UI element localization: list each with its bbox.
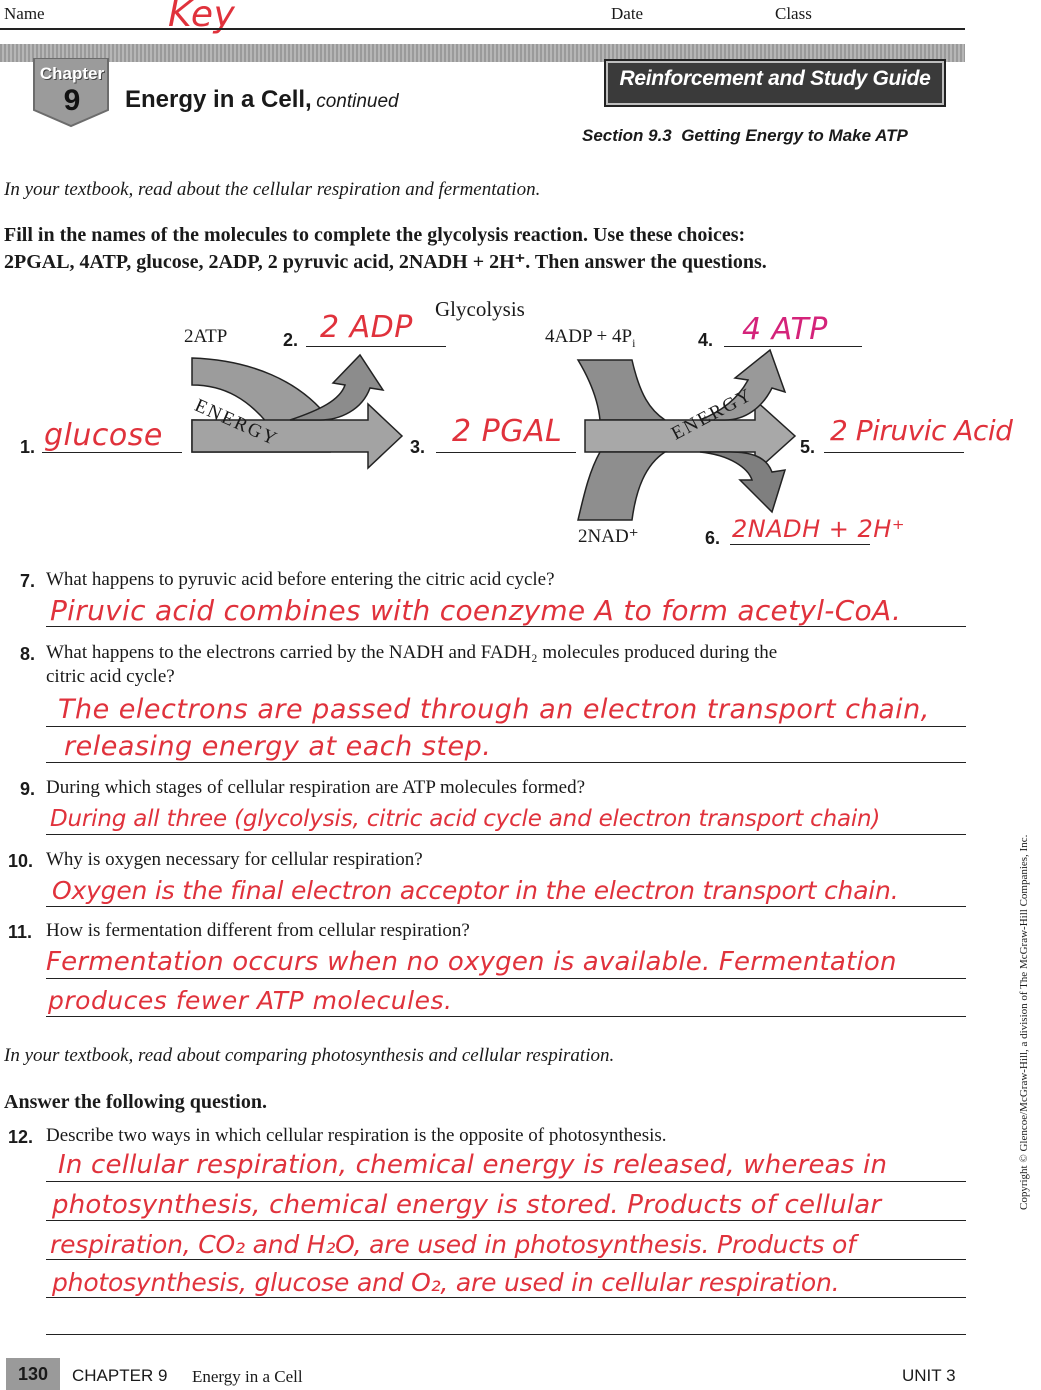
question-8-line-1 xyxy=(46,726,966,727)
question-9-line xyxy=(46,834,966,835)
question-9-answer[interactable]: During all three (glycolysis, citric acid cycle and electron transport chain) xyxy=(50,806,881,832)
question-12-line-5 xyxy=(46,1334,966,1335)
class-label: Class xyxy=(775,4,812,23)
blank-2-answer[interactable]: 2 ADP xyxy=(320,310,413,345)
blank-6-answer[interactable]: 2NADH + 2H⁺ xyxy=(732,515,906,543)
question-9-num: 9. xyxy=(20,779,36,799)
page-title-continued: continued xyxy=(316,91,399,112)
footer-chapter-title: Energy in a Cell xyxy=(192,1367,303,1386)
name-label: Name xyxy=(4,4,45,23)
question-10-answer[interactable]: Oxygen is the final electron acceptor in the electron transport chain. xyxy=(52,876,899,905)
blank-5-answer[interactable]: 2 Piruvic Acid xyxy=(830,414,1013,447)
question-7-answer[interactable]: Piruvic acid combines with coenzyme A to form acetyl-CoA. xyxy=(50,594,902,627)
question-12-line-4 xyxy=(46,1297,966,1298)
question-11-text: How is fermentation different from cellular respiration? xyxy=(46,920,470,941)
blank-3-line xyxy=(436,452,576,453)
answer-heading: Answer the following question. xyxy=(4,1091,267,1113)
page-title-main: Energy in a Cell, xyxy=(125,86,312,113)
question-7-num: 7. xyxy=(20,571,36,591)
instructions-line2: 2PGAL, 4ATP, glucose, 2ADP, 2 pyruvic acid, 2NADH + 2H⁺. Then answer the questions. xyxy=(4,251,767,273)
blank-5-num: 5. xyxy=(800,437,816,457)
blank-6-line xyxy=(730,544,870,545)
question-11-line-1 xyxy=(46,978,966,979)
question-12-answer-1[interactable]: In cellular respiration, chemical energy is released, whereas in xyxy=(58,1150,888,1180)
label-4adp-sub: i xyxy=(632,335,636,350)
chapter-word: Chapter xyxy=(39,64,105,83)
question-8-answer-2[interactable]: releasing energy at each step. xyxy=(64,731,492,762)
question-8-answer-1[interactable]: The electrons are passed through an electron transport chain, xyxy=(58,694,930,725)
blank-2-num: 2. xyxy=(283,330,299,350)
blank-1-answer[interactable]: glucose xyxy=(44,418,163,453)
question-7-text: What happens to pyruvic acid before entering the citric acid cycle? xyxy=(46,569,555,590)
blank-4-answer[interactable]: 4 ATP xyxy=(742,312,828,347)
question-12-answer-4[interactable]: photosynthesis, glucose and O₂, are used in cellular respiration. xyxy=(52,1268,840,1297)
question-10-num: 10. xyxy=(8,851,34,871)
question-11-num: 11. xyxy=(8,922,33,942)
blank-2-line xyxy=(306,346,446,347)
question-11-answer-2[interactable]: produces fewer ATP molecules. xyxy=(48,986,453,1015)
question-8-line-2 xyxy=(46,762,966,763)
question-12-line-3 xyxy=(46,1259,966,1260)
question-11-answer-1[interactable]: Fermentation occurs when no oxygen is available. Fermentation xyxy=(46,947,897,977)
blank-3-num: 3. xyxy=(410,437,426,457)
question-12-num: 12. xyxy=(8,1127,34,1147)
question-11-line-2 xyxy=(46,1016,966,1017)
blank-1-line xyxy=(42,452,182,453)
chapter-number: 9 xyxy=(63,84,81,117)
blank-6-num: 6. xyxy=(705,528,721,548)
instructions-line1: Fill in the names of the molecules to complete the glycolysis reaction. Use these choices: xyxy=(4,224,746,246)
date-label: Date xyxy=(611,4,644,23)
footer-unit: UNIT 3 xyxy=(902,1366,956,1385)
glycolysis-arrows xyxy=(0,0,1041,600)
question-7-line xyxy=(46,626,966,627)
energy-label-right: ENERGY xyxy=(668,384,757,445)
question-10-text: Why is oxygen necessary for cellular respiration? xyxy=(46,849,423,870)
label-2nad: 2NAD⁺ xyxy=(578,526,639,547)
name-value: Key xyxy=(168,0,236,35)
label-4adp-text: 4ADP + 4P xyxy=(545,326,633,347)
question-12-answer-2[interactable]: photosynthesis, chemical energy is stored. Products of cellular xyxy=(52,1190,882,1220)
question-12-answer-3[interactable]: respiration, CO₂ and H₂O, are used in photosynthesis. Products of xyxy=(50,1230,856,1259)
blank-4-num: 4. xyxy=(698,330,714,350)
footer-chapter: CHAPTER 9 xyxy=(72,1366,168,1385)
page-number: 130 xyxy=(6,1358,60,1390)
section-title: Section 9.3 Getting Energy to Make ATP xyxy=(582,126,908,145)
copyright-notice: Copyright © Glencoe/McGraw-Hill, a division of The McGraw-Hill Companies, Inc. xyxy=(1018,834,1030,1210)
intro-text: In your textbook, read about the cellular respiration and fermentation. xyxy=(4,179,541,200)
guide-label: Reinforcement and Study Guide xyxy=(619,67,931,90)
blank-5-line xyxy=(824,452,964,453)
question-12-line-1 xyxy=(46,1181,966,1182)
blank-1-num: 1. xyxy=(20,437,36,457)
question-12-text: Describe two ways in which cellular respiration is the opposite of photosynthesis. xyxy=(46,1125,667,1146)
label-2atp: 2ATP xyxy=(184,326,228,347)
intro-text-2: In your textbook, read about comparing photosynthesis and cellular respiration. xyxy=(4,1045,615,1066)
question-8-text: What happens to the electrons carried by the NADH and FADH₂ molecules produced during the xyxy=(46,642,778,663)
question-8-text2: citric acid cycle? xyxy=(46,666,175,687)
blank-3-answer[interactable]: 2 PGAL xyxy=(452,414,563,449)
blank-4-line xyxy=(724,346,862,347)
energy-label-left: ENERGY xyxy=(191,395,282,451)
question-8-num: 8. xyxy=(20,644,36,664)
question-12-line-2 xyxy=(46,1220,966,1221)
question-9-text: During which stages of cellular respiration are ATP molecules formed? xyxy=(46,777,586,798)
diagram-title: Glycolysis xyxy=(435,297,525,321)
question-10-line xyxy=(46,906,966,907)
